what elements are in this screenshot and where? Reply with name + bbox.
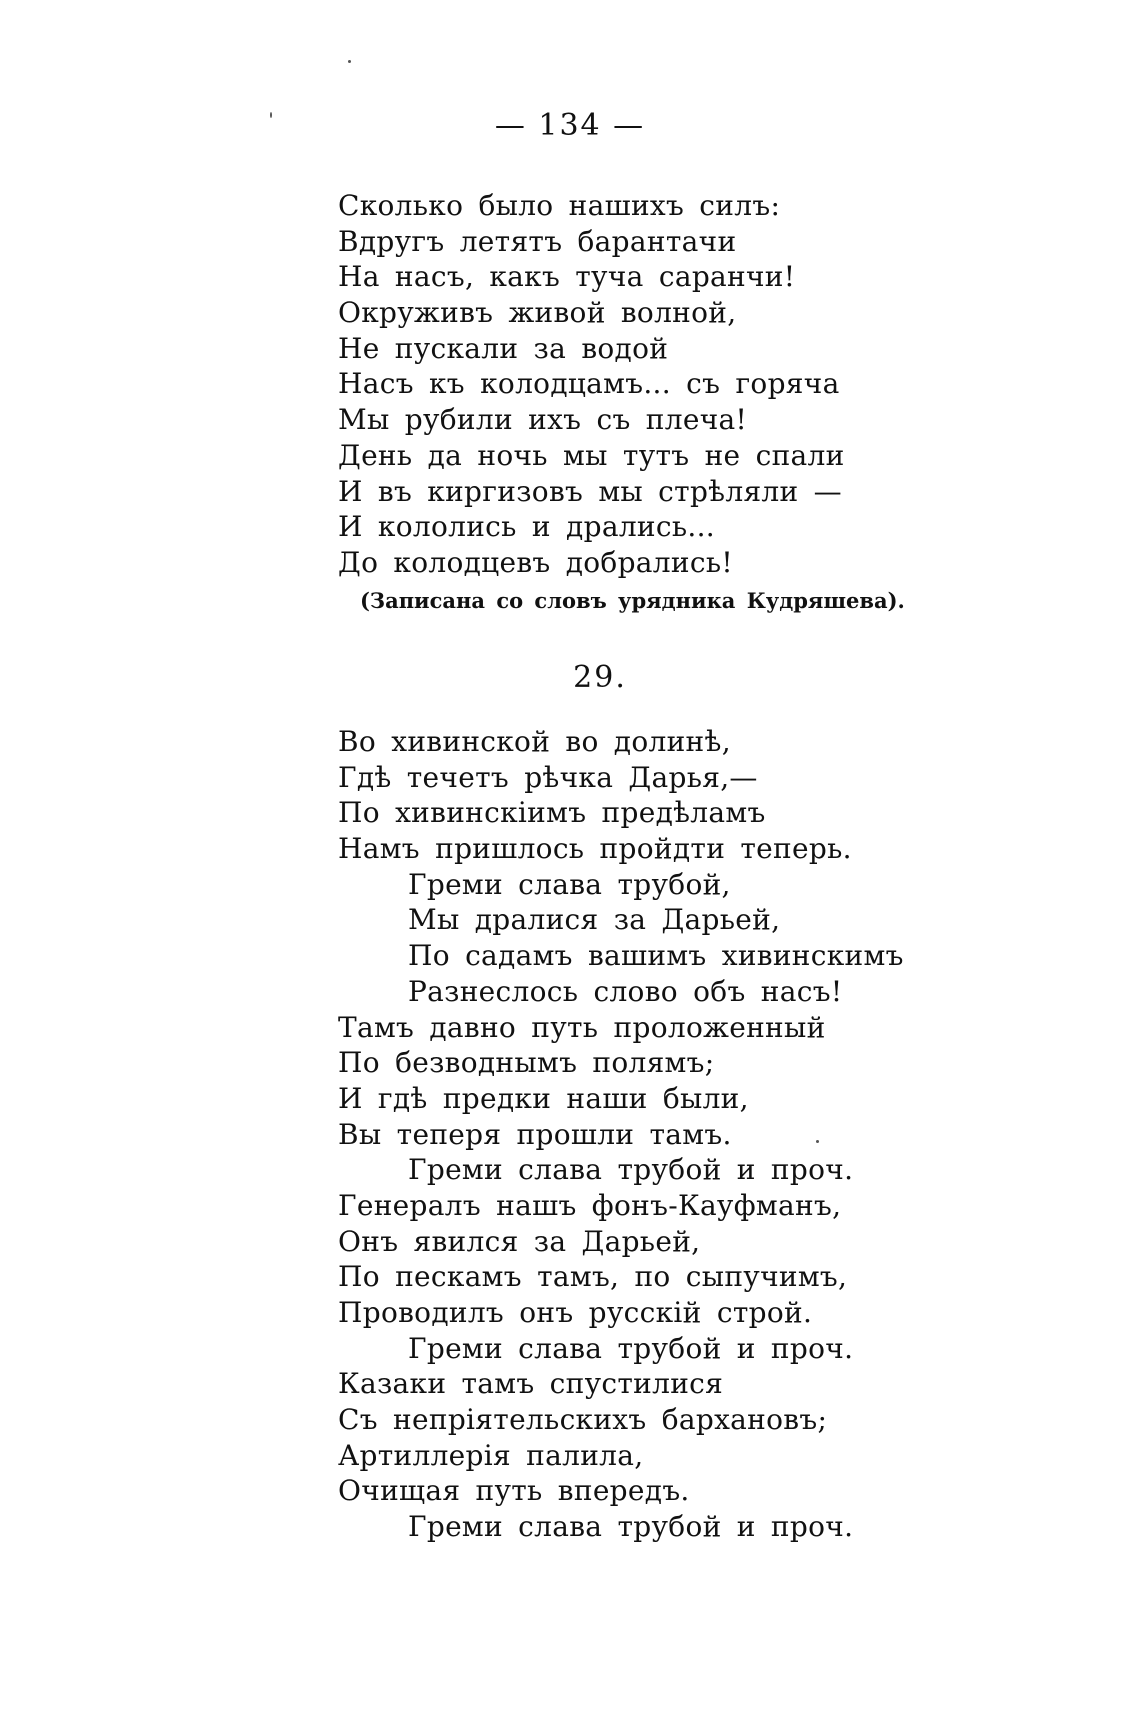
verse-line: Вы теперя прошли тамъ. bbox=[338, 1117, 732, 1151]
refrain-line: Греми слава трубой, bbox=[408, 867, 731, 901]
refrain-line: По садамъ вашимъ хивинскимъ bbox=[408, 939, 904, 973]
refrain-line: Мы дралися за Дарьей, bbox=[408, 903, 781, 937]
song-29-verses bbox=[338, 724, 904, 1545]
verse-line: На насъ, какъ туча саранчи! bbox=[338, 260, 796, 294]
poem-stanza-continued bbox=[338, 188, 845, 581]
verse-line: Проводилъ онъ русскій строй. bbox=[338, 1296, 813, 1329]
verse-line: Насъ къ колодцамъ... съ горяча bbox=[338, 367, 840, 401]
verse-line: Очищая путь впередъ. bbox=[338, 1474, 690, 1508]
refrain-line: Греми слава трубой и проч. bbox=[408, 1510, 854, 1544]
verse-line: По безводнымъ полямъ; bbox=[338, 1046, 715, 1080]
attribution-note: (Записана со словъ урядника Кудряшева). bbox=[360, 588, 905, 613]
verse-line: Генералъ нашъ фонъ-Кауфманъ, bbox=[338, 1188, 842, 1222]
verse-line: По пескамъ тамъ, по сыпучимъ, bbox=[338, 1260, 848, 1294]
verse-line: Гдѣ течетъ рѣчка Дарья,— bbox=[338, 760, 758, 794]
verse-line: И гдѣ предки наши были, bbox=[338, 1081, 749, 1115]
verse-line: Окруживъ живой волной, bbox=[338, 296, 737, 330]
verse-line: Мы рубили ихъ съ плеча! bbox=[338, 403, 748, 437]
verse-line: Во хивинской во долинѣ, bbox=[338, 725, 731, 758]
verse-line: Намъ пришлось пройдти теперь. bbox=[338, 832, 852, 866]
page-number: — 134 — bbox=[494, 108, 646, 143]
refrain-line: Греми слава трубой и проч. bbox=[408, 1331, 854, 1365]
paper-speck bbox=[348, 60, 351, 63]
verse-line: День да ночь мы тутъ не спали bbox=[338, 438, 845, 472]
refrain-line: Разнеслось слово объ насъ! bbox=[408, 974, 843, 1008]
verse-line: Сколько было нашихъ силъ: bbox=[338, 189, 781, 222]
verse-line: До колодцевъ добрались! bbox=[338, 545, 733, 579]
verse-line: Не пускали за водой bbox=[338, 331, 669, 365]
song-number: 29. bbox=[573, 660, 627, 695]
verse-line: И въ киргизовъ мы стрѣляли — bbox=[338, 474, 842, 508]
verse-line: По хивинскіимъ предѣламъ bbox=[338, 796, 766, 830]
verse-line: Казаки тамъ спустилися bbox=[338, 1367, 724, 1401]
verse-line: Вдругъ летятъ барантачи bbox=[338, 224, 737, 258]
verse-line: И кололись и дрались... bbox=[338, 510, 715, 544]
verse-line: Артиллерія палила, bbox=[338, 1438, 644, 1472]
verse-line: Съ непріятельскихъ бархановъ; bbox=[338, 1403, 828, 1437]
verse-line: Онъ явился за Дарьей, bbox=[338, 1224, 701, 1258]
refrain-line: Греми слава трубой и проч. bbox=[408, 1153, 854, 1187]
verse-line: Тамъ давно путь проложенный bbox=[338, 1010, 826, 1044]
